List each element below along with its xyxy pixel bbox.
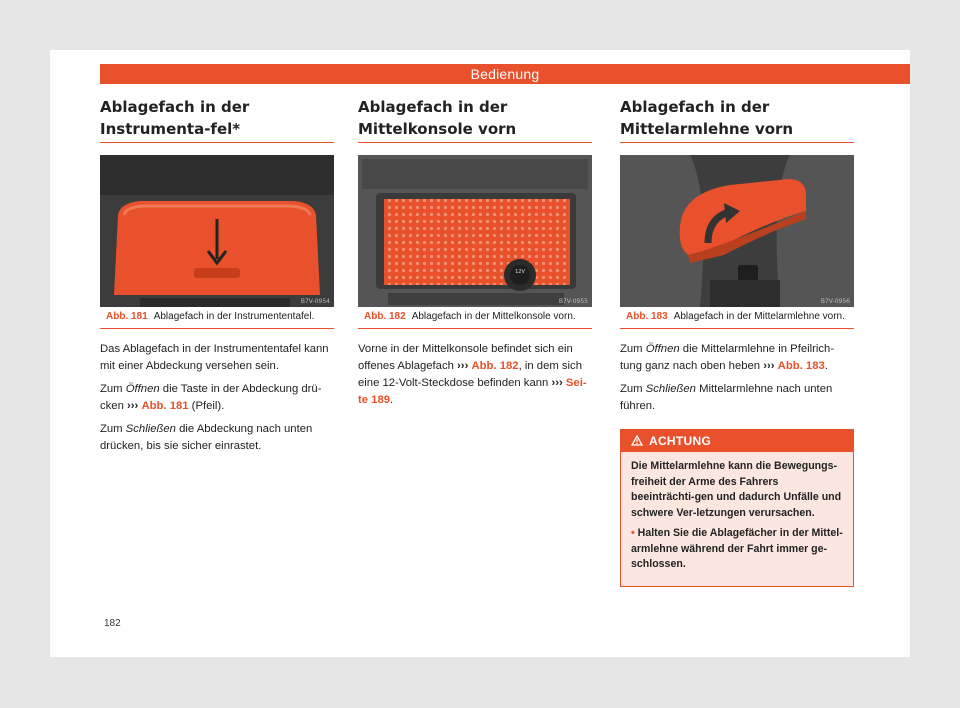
figure-caption bbox=[620, 307, 854, 329]
warning-header bbox=[621, 430, 853, 452]
figure-caption bbox=[100, 307, 334, 329]
paragraph: Vorne in der Mittelkonsole befindet sich ein offenes Ablagefach ››› Abb. 182, in dem sich eine 12-Volt-Steckdose befinden kann ››› Sei-te 189. bbox=[358, 343, 587, 406]
warning-heading: ACHTUNG bbox=[649, 434, 712, 448]
armrest-illustration bbox=[620, 155, 854, 307]
figure-181 bbox=[100, 155, 334, 307]
figure-code: B7V-0954 bbox=[300, 298, 330, 305]
section-body bbox=[620, 341, 854, 415]
figure-182 bbox=[358, 155, 592, 307]
section-title: Ablagefach in der Mittelkonsole vorn bbox=[358, 96, 592, 143]
bullet-icon: • bbox=[631, 527, 635, 539]
figure-reference-link[interactable]: Abb. 181 bbox=[141, 400, 189, 412]
section-armrest-compartment bbox=[620, 96, 854, 587]
warning-body bbox=[621, 452, 853, 586]
figure-caption-text: Ablagefach in der Instrumententafel. bbox=[153, 311, 315, 322]
warning-triangle-icon bbox=[631, 435, 643, 446]
figure-183 bbox=[620, 155, 854, 307]
section-body bbox=[100, 341, 334, 455]
manual-page bbox=[50, 50, 910, 657]
section-instrument-panel-compartment bbox=[100, 96, 334, 461]
figure-caption-text: Ablagefach in der Mittelkonsole vorn. bbox=[411, 311, 576, 322]
figure-caption-text: Ablagefach in der Mittelarmlehne vorn. bbox=[673, 311, 845, 322]
instrument-panel-illustration bbox=[100, 155, 334, 307]
center-console-illustration bbox=[358, 155, 592, 307]
paragraph: Zum Öffnen die Taste in der Abdeckung drü-cken ››› Abb. 181 (Pfeil). bbox=[100, 383, 322, 412]
section-title: Ablagefach in der Instrumenta-fel* bbox=[100, 96, 334, 143]
figure-code: B7V-0956 bbox=[820, 298, 850, 305]
section-center-console-compartment bbox=[358, 96, 592, 415]
socket-label: 12V bbox=[515, 269, 525, 275]
section-body bbox=[358, 341, 592, 409]
figure-caption bbox=[358, 307, 592, 329]
figure-code: B7V-0955 bbox=[558, 298, 588, 305]
warning-text: Die Mittelarmlehne kann die Bewegungs-freiheit der Arme des Fahrers beeinträchti-gen und dadurch Unfälle und schwere Ver-letzungen verursachen. bbox=[631, 460, 842, 519]
page-reference-link[interactable]: Sei-te 189 bbox=[358, 377, 587, 406]
figure-reference-link[interactable]: Abb. 182 bbox=[471, 360, 519, 372]
warning-box bbox=[620, 429, 854, 587]
paragraph: Zum Schließen die Abdeckung nach unten drücken, bis sie sicher einrastet. bbox=[100, 423, 313, 452]
figure-label: Abb. 183 bbox=[626, 311, 668, 322]
figure-reference-link[interactable]: Abb. 183 bbox=[777, 360, 825, 372]
warning-bullet-item: • Halten Sie die Ablagefächer in der Mittel-armlehne während der Fahrt immer ge-schlossen. bbox=[631, 527, 843, 570]
figure-label: Abb. 181 bbox=[106, 311, 148, 322]
paragraph: Zum Schließen Mittelarmlehne nach unten führen. bbox=[620, 383, 833, 412]
section-title: Ablagefach in der Mittelarmlehne vorn bbox=[620, 96, 854, 143]
paragraph: Zum Öffnen die Mittelarmlehne in Pfeilrich-tung ganz nach oben heben ››› Abb. 183. bbox=[620, 343, 835, 372]
page-number: 182 bbox=[104, 618, 121, 629]
chapter-header: Bedienung bbox=[100, 64, 910, 84]
figure-label: Abb. 182 bbox=[364, 311, 406, 322]
paragraph: Das Ablagefach in der Instrumententafel kann mit einer Abdeckung versehen sein. bbox=[100, 343, 329, 372]
